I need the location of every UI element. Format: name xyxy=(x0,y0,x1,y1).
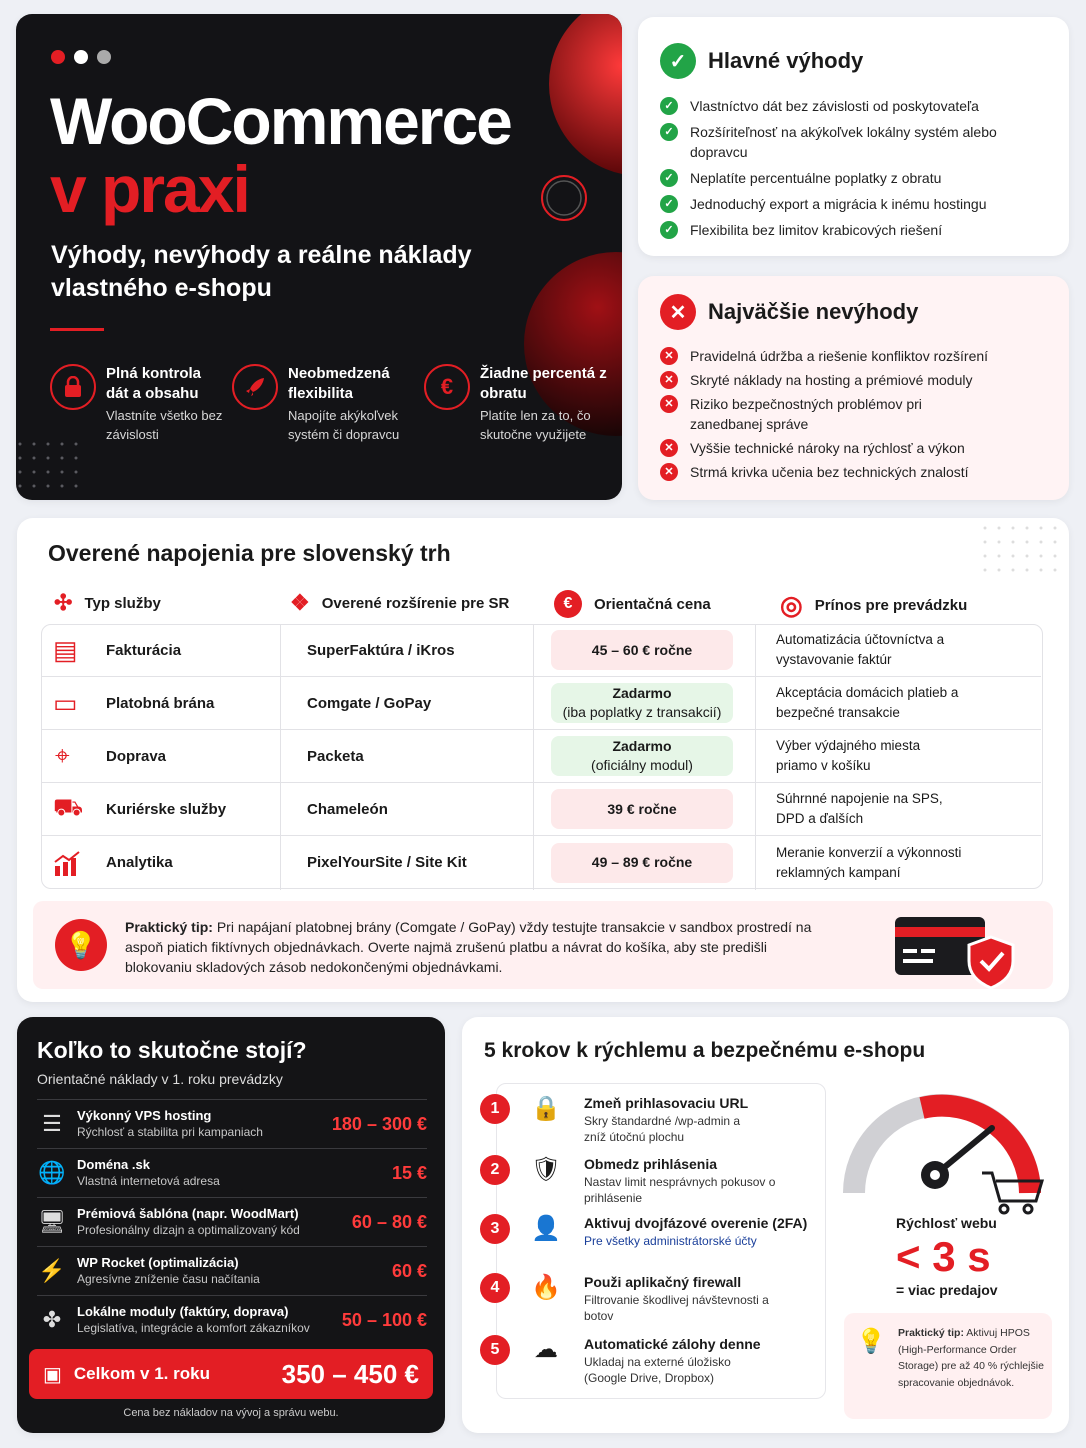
price-badge: 49 – 89 € ročne xyxy=(551,843,733,883)
column-header: ✣ Typ služby xyxy=(54,590,161,615)
x-icon: ✕ xyxy=(660,395,678,413)
cost-row: 🌐 Doména .sk Vlastná internetová adresa 15 € xyxy=(37,1148,427,1197)
column-header: ◎ Prínos pre prevádzku xyxy=(780,590,968,620)
speedometer-icon xyxy=(842,1083,1047,1218)
list-item: ✓ Neplatíte percentuálne poplatky z obratu xyxy=(660,168,1050,188)
disadvantages-title: Najväčšie nevýhody xyxy=(708,299,919,324)
cost-row: ⚡ WP Rocket (optimalizácia) Agresívne zníženie času načítania 60 € xyxy=(37,1246,427,1295)
hero-feature xyxy=(50,364,225,444)
list-item: ✓ Vlastníctvo dát bez závislosti od poskytovateľa xyxy=(660,96,1050,116)
list-item: ✓ Flexibilita bez limitov krabicových riešení xyxy=(660,220,1050,240)
padlock-icon: 🔒 xyxy=(531,1095,561,1122)
costs-card xyxy=(17,1017,445,1433)
disadvantages-card xyxy=(638,276,1069,500)
hero-feature xyxy=(424,364,614,444)
server-icon: ☰ xyxy=(42,1111,62,1136)
price-badge: 39 € ročne xyxy=(551,789,733,829)
list-item: ✕ Skryté náklady na hosting a prémiové moduly xyxy=(660,370,1055,390)
lightbulb-icon: 💡 xyxy=(55,919,107,971)
check-icon: ✓ xyxy=(660,169,678,187)
cloud-upload-icon: ☁ xyxy=(534,1336,558,1363)
integrations-card xyxy=(17,518,1069,1002)
steps-tip-text: Praktický tip: Aktivuj HPOS (High-Performance Order Storage) pre až 40 % rýchlejšie spracovanie objednávok. xyxy=(898,1327,1044,1389)
column-header: ❖ Overené rozšírenie pre SR xyxy=(290,590,510,615)
x-icon: ✕ xyxy=(660,347,678,365)
service-network-icon: ✣ xyxy=(54,590,73,615)
costs-note: Cena bez nákladov na vývoj a správu webu. xyxy=(123,1407,339,1419)
invoice-icon: ▤ xyxy=(53,634,78,665)
puzzle-outline-icon: ❖ xyxy=(290,590,310,615)
euro-circle-icon: € xyxy=(554,590,582,618)
hero-feature-title: Žiadne percentá z obratu xyxy=(480,365,607,402)
tip-banner xyxy=(33,901,1053,989)
costs-subtitle: Orientačné náklady v 1. roku prevádzky xyxy=(37,1071,283,1087)
column-header: € Orientačná cena xyxy=(554,590,711,618)
hero-feature-title: Plná kontrola dát a obsahu xyxy=(106,365,202,402)
x-circle-icon: ✕ xyxy=(660,294,696,330)
table-row: ⛟ Kuriérske služby Chameleón 39 € ročne Súhrnné napojenie na SPS, DPD a ďalších xyxy=(41,783,1041,836)
check-icon: ✓ xyxy=(660,123,678,141)
check-circle-icon: ✓ xyxy=(660,43,696,79)
dots-decoration xyxy=(981,522,1065,582)
total-banner xyxy=(29,1349,433,1399)
puzzle-icon: ✤ xyxy=(42,1307,62,1332)
rocket-icon xyxy=(232,364,278,410)
euro-icon: € xyxy=(424,364,470,410)
shield-icon: 🛡 xyxy=(530,1156,562,1183)
table-row: ▭ Platobná brána Comgate / GoPay Zadarmo (iba poplatky z transakcií) Akceptácia domácich platieb a bezpečné transakcie xyxy=(41,677,1041,730)
lock-icon xyxy=(50,364,96,410)
hero-feature-desc: Platíte len za to, čo skutočne využijete xyxy=(480,408,591,442)
hero-title-accent: v praxi xyxy=(50,152,249,226)
advantages-title: Hlavné výhody xyxy=(708,48,864,73)
integrations-title: Overené napojenia pre slovenský trh xyxy=(48,540,451,566)
wallet-icon: ▣ xyxy=(43,1363,62,1386)
cost-row: ✤ Lokálne moduly (faktúry, doprava) Legislatíva, integrácie a komfort zákazníkov 50 – 100 € xyxy=(37,1295,427,1344)
truck-icon: ⛟ xyxy=(53,794,84,821)
list-item: ✕ Strmá krivka učenia bez technických znalostí xyxy=(660,462,1055,482)
hero-feature-desc: Vlastníte všetko bez závislosti xyxy=(106,408,223,442)
advantages-list xyxy=(660,96,1050,246)
x-icon: ✕ xyxy=(660,439,678,457)
hero-panel xyxy=(16,14,622,500)
hero-subtitle: Výhody, nevýhody a reálne náklady vlastného e-shopu xyxy=(51,241,472,302)
step-item: 4 🔥 Použi aplikačný firewall Filtrovanie škodlivej návštevnosti a botov xyxy=(480,1273,825,1324)
hero-title: WooCommerce xyxy=(50,84,511,158)
tip-text: Praktický tip: Pri napájaní platobnej brány (Comgate / GoPay) vždy testujte transakcie v sandbox prostredí na aspoň piatich fiktívnych objednávkach. Overte najmä zrušenú platbu a návrat do košíka, aby ste predišli blokovaniu skladových zásob nedokončenými objednávkami. xyxy=(125,919,812,975)
card-icon: ▭ xyxy=(53,687,78,718)
lightbulb-icon: 💡 xyxy=(856,1328,886,1355)
speed-value: < 3 s xyxy=(896,1233,991,1280)
price-badge: Zadarmo (oficiálny modul) xyxy=(551,736,733,776)
hero-feature-title: Neobmedzená flexibilita xyxy=(288,365,390,402)
globe-icon: 🌐 xyxy=(38,1160,66,1185)
steps-card xyxy=(462,1017,1069,1433)
monitor-icon: 🖥 xyxy=(38,1209,66,1234)
step-item: 5 ☁ Automatické zálohy denne Ukladaj na externé úložisko (Google Drive, Dropbox) xyxy=(480,1335,825,1386)
location-pin-icon: ⌖ xyxy=(55,740,70,770)
step-item: 3 👤 Aktivuj dvojfázové overenie (2FA) Pre všetky administrátorské účty xyxy=(480,1214,825,1249)
firewall-icon: 🔥 xyxy=(531,1274,561,1301)
table-row: Analytika PixelYourSite / Site Kit 49 – 89 € ročne Meranie konverzií a výkonnosti reklamných kampaní xyxy=(41,836,1041,889)
secure-payment-card-icon xyxy=(895,915,1017,989)
list-item: ✓ Jednoduchý export a migrácia k inému hostingu xyxy=(660,194,1050,214)
costs-title: Koľko to skutočne stojí? xyxy=(37,1037,307,1063)
x-icon: ✕ xyxy=(660,463,678,481)
hero-feature-desc: Napojíte akýkoľvek systém či dopravcu xyxy=(288,408,400,442)
step-item: 1 🔒 Zmeň prihlasovaciu URL Skry štandardné /wp-admin a zníž útočnú plochu xyxy=(480,1094,825,1145)
table-row: ⌖ Doprava Packeta Zadarmo (oficiálny modul) Výber výdajného miesta priamo v košíku xyxy=(41,730,1041,783)
chart-icon xyxy=(53,850,83,876)
advantages-card xyxy=(638,17,1069,256)
steps-tip xyxy=(844,1313,1052,1419)
list-item: ✕ Pravidelná údržba a riešenie konfliktov rozšírení xyxy=(660,346,1055,366)
price-badge: 45 – 60 € ročne xyxy=(551,630,733,670)
speed-label: Rýchlosť webu xyxy=(896,1215,997,1231)
hero-feature xyxy=(232,364,422,444)
cost-row: 🖥 Prémiová šablóna (napr. WoodMart) Profesionálny dizajn a optimalizovaný kód 60 – 80 € xyxy=(37,1197,427,1246)
user-lock-icon: 👤 xyxy=(531,1215,561,1242)
check-icon: ✓ xyxy=(660,97,678,115)
price-badge: Zadarmo (iba poplatky z transakcií) xyxy=(551,683,733,723)
disadvantages-list xyxy=(660,346,1055,486)
list-item: ✓ Rozšíriteľnosť na akýkoľvek lokálny systém alebo dopravcu xyxy=(660,122,1050,162)
speed-caption: = viac predajov xyxy=(896,1282,998,1298)
target-icon: ◎ xyxy=(780,590,803,620)
table-row: ▤ Fakturácia SuperFaktúra / iKros 45 – 60 € ročne Automatizácia účtovníctva a vystavovanie faktúr xyxy=(41,624,1041,677)
lightning-icon: ⚡ xyxy=(38,1258,66,1283)
step-item: 2 🛡 Obmedz prihlásenia Nastav limit nesprávnych pokusov o prihlásenie xyxy=(480,1155,825,1206)
cost-row: ☰ Výkonný VPS hosting Rýchlosť a stabilita pri kampaniach 180 – 300 € xyxy=(37,1099,427,1148)
x-icon: ✕ xyxy=(660,371,678,389)
total-value: 350 – 450 € xyxy=(281,1358,419,1389)
check-icon: ✓ xyxy=(660,221,678,239)
list-item: ✕ Vyššie technické nároky na rýchlosť a výkon xyxy=(660,438,1055,458)
check-icon: ✓ xyxy=(660,195,678,213)
total-label: Celkom v 1. roku xyxy=(73,1364,210,1383)
list-item: ✕ Riziko bezpečnostných problémov pri zanedbanej správe xyxy=(660,394,1055,434)
steps-title: 5 krokov k rýchlemu a bezpečnému e-shopu xyxy=(484,1039,926,1062)
